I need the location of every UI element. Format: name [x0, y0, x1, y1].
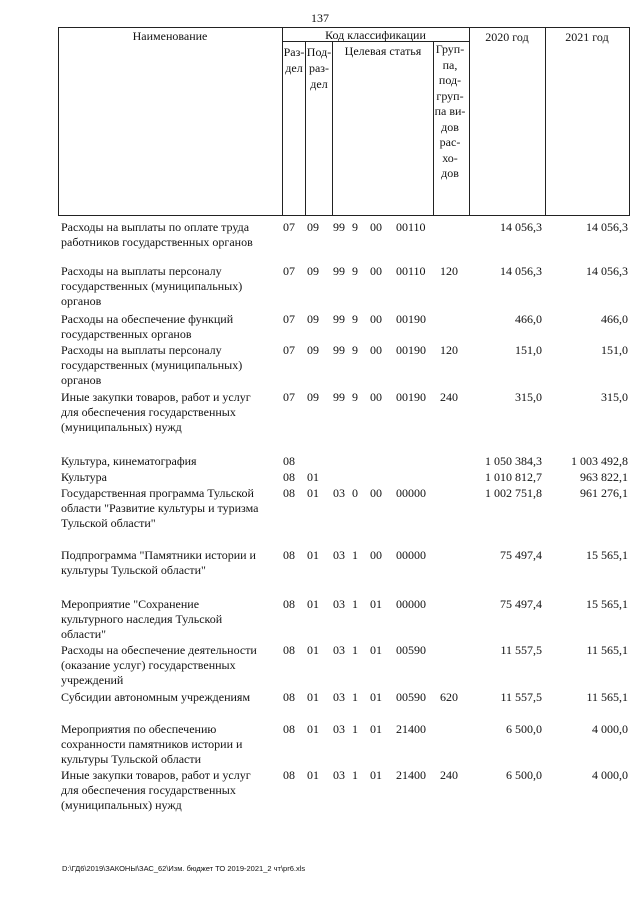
row-value-2020: 14 056,3 — [500, 220, 542, 234]
row-name: Культура, кинематография — [61, 454, 197, 468]
row-code-r: 08 — [283, 768, 295, 782]
header-2021: 2021 год — [565, 30, 609, 44]
row-code-c1: 99 — [333, 312, 345, 326]
row-code-r: 07 — [283, 390, 295, 404]
row-code-c4: 00110 — [396, 264, 426, 278]
row-code-r: 08 — [283, 548, 295, 562]
row-code-c4: 00000 — [396, 486, 426, 500]
row-code-g: 240 — [440, 390, 458, 404]
row-code-r: 07 — [283, 312, 295, 326]
header-2020: 2020 год — [485, 30, 529, 44]
header-name: Наименование — [132, 29, 208, 43]
row-code-c2: 1 — [352, 768, 358, 782]
row-code-p: 09 — [307, 343, 319, 357]
row-code-c2: 1 — [352, 722, 358, 736]
row-code-c2: 0 — [352, 486, 358, 500]
row-value-2020: 151,0 — [515, 343, 542, 357]
row-code-r: 07 — [283, 264, 295, 278]
row-value-2021: 4 000,0 — [592, 768, 628, 782]
row-value-2021: 14 056,3 — [586, 220, 628, 234]
file-path-footer: D:\ГД6\2019\ЗАКОНЫ\ЗАС_62\Изм. бюджет ТО 2019-2021_2 чт\pr6.xls — [62, 864, 306, 873]
row-code-p: 01 — [307, 597, 319, 611]
row-value-2021: 466,0 — [601, 312, 628, 326]
row-code-p: 01 — [307, 486, 319, 500]
row-name: Расходы на выплаты персоналу государственных (муниципальных) органов — [61, 343, 243, 387]
row-code-g: 120 — [440, 343, 458, 357]
row-name: Подпрограмма "Памятники истории и культуры Тульской области" — [61, 548, 256, 577]
row-code-g: 620 — [440, 690, 458, 704]
row-name: Расходы на выплаты по оплате труда работников государственных органов — [61, 220, 253, 249]
row-code-c1: 03 — [333, 690, 345, 704]
row-code-c4: 00000 — [396, 597, 426, 611]
row-value-2020: 11 557,5 — [500, 690, 542, 704]
row-name: Расходы на выплаты персоналу государственных (муниципальных) органов — [61, 264, 243, 308]
row-code-p: 01 — [307, 722, 319, 736]
row-code-c3: 01 — [370, 722, 382, 736]
row-name: Субсидии автономным учреждениям — [61, 690, 251, 704]
header-celevaya: Целевая статья — [344, 44, 422, 58]
row-value-2021: 14 056,3 — [586, 264, 628, 278]
row-code-c4: 00190 — [396, 312, 426, 326]
row-value-2021: 15 565,1 — [586, 597, 628, 611]
row-value-2021: 15 565,1 — [586, 548, 628, 562]
row-code-c4: 00000 — [396, 548, 426, 562]
row-code-p: 09 — [307, 390, 319, 404]
row-code-c2: 9 — [352, 312, 358, 326]
row-name: Мероприятия по обеспечению сохранности памятников истории и культуры Тульской области — [61, 722, 243, 766]
row-code-c2: 1 — [352, 548, 358, 562]
row-code-c4: 00590 — [396, 690, 426, 704]
row-code-c1: 03 — [333, 643, 345, 657]
row-code-p: 01 — [307, 690, 319, 704]
row-code-r: 07 — [283, 343, 295, 357]
row-code-c2: 9 — [352, 390, 358, 404]
row-value-2020: 315,0 — [515, 390, 542, 404]
row-name: Государственная программа Тульской области "Развитие культуры и туризма Тульской области" — [61, 486, 259, 530]
row-value-2021: 963 822,1 — [580, 470, 628, 484]
row-value-2021: 4 000,0 — [592, 722, 628, 736]
row-value-2020: 6 500,0 — [506, 768, 542, 782]
row-code-c1: 03 — [333, 548, 345, 562]
row-code-c3: 01 — [370, 597, 382, 611]
row-code-r: 08 — [283, 486, 295, 500]
row-code-c4: 00110 — [396, 220, 426, 234]
row-code-p: 09 — [307, 220, 319, 234]
row-code-c1: 03 — [333, 722, 345, 736]
row-name: Мероприятие "Сохранение культурного наследия Тульской области" — [61, 597, 223, 641]
row-value-2020: 75 497,4 — [500, 597, 542, 611]
row-value-2021: 151,0 — [601, 343, 628, 357]
row-name: Иные закупки товаров, работ и услуг для обеспечения государственных (муниципальных) нужд — [61, 390, 251, 434]
row-code-c3: 00 — [370, 390, 382, 404]
row-code-c2: 9 — [352, 264, 358, 278]
header-razdel: Раз- дел — [283, 45, 305, 75]
row-value-2021: 1 003 492,8 — [571, 454, 628, 468]
row-code-c1: 03 — [333, 486, 345, 500]
row-code-c2: 1 — [352, 597, 358, 611]
row-value-2020: 11 557,5 — [500, 643, 542, 657]
header-gruppa: Груп- па, под- груп- па ви- дов рас- хо- дов — [434, 42, 466, 180]
row-name: Культура — [61, 470, 107, 484]
row-code-c3: 00 — [370, 220, 382, 234]
row-code-c3: 01 — [370, 643, 382, 657]
row-code-c3: 00 — [370, 312, 382, 326]
row-value-2020: 466,0 — [515, 312, 542, 326]
page-number: 137 — [311, 11, 329, 25]
row-code-g: 240 — [440, 768, 458, 782]
row-code-p: 09 — [307, 312, 319, 326]
header-podrazdel: Под- раз- дел — [306, 45, 332, 91]
row-code-p: 01 — [307, 470, 319, 484]
row-code-c2: 9 — [352, 220, 358, 234]
row-code-r: 08 — [283, 470, 295, 484]
row-value-2020: 1 010 812,7 — [485, 470, 542, 484]
row-code-p: 09 — [307, 264, 319, 278]
row-value-2021: 11 565,1 — [586, 643, 628, 657]
row-name: Расходы на обеспечение деятельности (оказание услуг) государственных учреждений — [61, 643, 257, 687]
row-value-2020: 14 056,3 — [500, 264, 542, 278]
row-value-2020: 6 500,0 — [506, 722, 542, 736]
row-value-2021: 11 565,1 — [586, 690, 628, 704]
row-code-c4: 00190 — [396, 390, 426, 404]
row-code-r: 08 — [283, 643, 295, 657]
row-name: Расходы на обеспечение функций государственных органов — [61, 312, 234, 341]
row-code-c4: 21400 — [396, 722, 426, 736]
row-code-c1: 99 — [333, 264, 345, 278]
row-code-p: 01 — [307, 768, 319, 782]
row-code-r: 08 — [283, 597, 295, 611]
row-code-c4: 00590 — [396, 643, 426, 657]
row-code-g: 120 — [440, 264, 458, 278]
row-code-c1: 99 — [333, 343, 345, 357]
row-code-c3: 00 — [370, 343, 382, 357]
row-code-p: 01 — [307, 548, 319, 562]
row-code-c2: 1 — [352, 690, 358, 704]
row-value-2020: 75 497,4 — [500, 548, 542, 562]
row-code-r: 08 — [283, 722, 295, 736]
row-code-r: 08 — [283, 454, 295, 468]
row-code-c4: 00190 — [396, 343, 426, 357]
row-code-r: 08 — [283, 690, 295, 704]
header-code: Код классификации — [325, 28, 426, 42]
row-code-c3: 00 — [370, 264, 382, 278]
row-code-p: 01 — [307, 643, 319, 657]
row-value-2020: 1 002 751,8 — [485, 486, 542, 500]
row-code-c3: 01 — [370, 768, 382, 782]
row-code-c1: 99 — [333, 220, 345, 234]
row-code-r: 07 — [283, 220, 295, 234]
row-code-c2: 9 — [352, 343, 358, 357]
row-value-2021: 961 276,1 — [580, 486, 628, 500]
row-code-c3: 00 — [370, 548, 382, 562]
row-code-c3: 00 — [370, 486, 382, 500]
row-code-c1: 99 — [333, 390, 345, 404]
row-value-2020: 1 050 384,3 — [485, 454, 542, 468]
row-code-c1: 03 — [333, 597, 345, 611]
row-name: Иные закупки товаров, работ и услуг для обеспечения государственных (муниципальных) нужд — [61, 768, 251, 812]
row-value-2021: 315,0 — [601, 390, 628, 404]
row-code-c2: 1 — [352, 643, 358, 657]
row-code-c1: 03 — [333, 768, 345, 782]
row-code-c3: 01 — [370, 690, 382, 704]
row-code-c4: 21400 — [396, 768, 426, 782]
